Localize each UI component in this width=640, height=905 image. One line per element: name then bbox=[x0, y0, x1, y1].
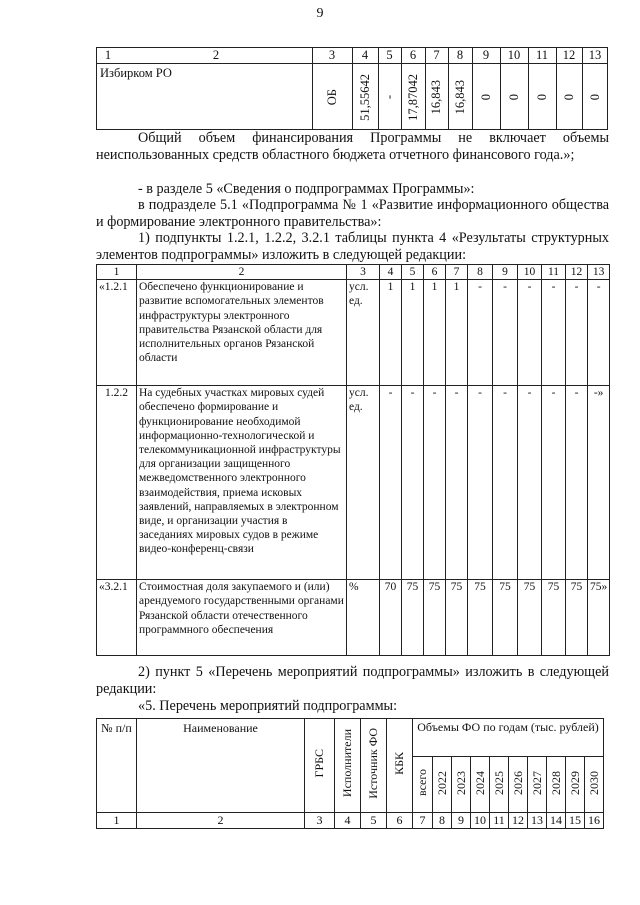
paragraph-financing-note: Общий объем финансирования Программы не включает объемы неиспользованных средств областного бюджета отчетного финансового года.»; bbox=[96, 130, 609, 163]
row-value: - bbox=[493, 386, 518, 580]
t1-value: 16,843 bbox=[452, 79, 467, 115]
row-unit: % bbox=[347, 580, 380, 656]
col-number: 11 bbox=[490, 813, 509, 829]
row-number: 1.2.2 bbox=[97, 386, 137, 580]
col-name-label: Наименование bbox=[137, 719, 305, 813]
col-number: 5 bbox=[402, 265, 424, 280]
col-year: 2023 bbox=[452, 757, 471, 813]
t1-value: 0 bbox=[534, 93, 549, 101]
col-num-label: № п/п bbox=[97, 719, 137, 813]
col-kbk: КБК bbox=[387, 719, 413, 813]
col-number: 9 bbox=[452, 813, 471, 829]
row-value: 70 bbox=[380, 580, 402, 656]
t1-value: 16,843 bbox=[429, 79, 443, 115]
table-header-row bbox=[97, 719, 604, 757]
row-name: Обеспечено функционирование и развитие вспомогательных элементов инфраструктуры электронного правительства Рязанской области для исполнительных органов Рязанской области bbox=[137, 280, 347, 386]
col-year: 2027 bbox=[528, 757, 547, 813]
col-number: 2 bbox=[137, 265, 347, 280]
col-number: 15 bbox=[566, 813, 585, 829]
row-unit: усл. ед. bbox=[347, 280, 380, 386]
t1-value: 0 bbox=[587, 93, 602, 101]
t1-head-11: 11 bbox=[535, 48, 549, 62]
paragraph-point5: 2) пункт 5 «Перечень мероприятий подпрограммы» изложить в следующей редакции: bbox=[96, 664, 609, 697]
col-year: 2030 bbox=[585, 757, 604, 813]
col-executors: Исполнители bbox=[335, 719, 361, 813]
col-source: Источник ФО bbox=[361, 719, 387, 813]
results-table bbox=[96, 264, 610, 656]
row-value: 75 bbox=[424, 580, 446, 656]
row-unit: усл. ед. bbox=[347, 386, 380, 580]
col-number: 9 bbox=[493, 265, 518, 280]
col-year: 2026 bbox=[509, 757, 528, 813]
col-number: 16 bbox=[585, 813, 604, 829]
table-row bbox=[97, 813, 604, 829]
row-value: - bbox=[424, 386, 446, 580]
t1-head-12: 12 bbox=[562, 48, 576, 62]
t1-head-9: 9 bbox=[482, 48, 490, 62]
paragraph-subpoints: 1) подпункты 1.2.1, 1.2.2, 3.2.1 таблицы пункта 4 «Результаты структурных элементов подпрограммы» изложить в следующей редакции: bbox=[96, 230, 609, 263]
row-value: - bbox=[566, 280, 588, 386]
col-year: 2024 bbox=[471, 757, 490, 813]
row-value: - bbox=[446, 386, 468, 580]
col-grbs: ГРБС bbox=[305, 719, 335, 813]
table-row bbox=[97, 580, 610, 656]
col-number: 4 bbox=[335, 813, 361, 829]
col-number: 1 bbox=[97, 265, 137, 280]
row-value: 1 bbox=[424, 280, 446, 386]
table-row bbox=[97, 386, 610, 580]
t1-value: - bbox=[382, 94, 396, 100]
row-value: 75 bbox=[566, 580, 588, 656]
row-value: 1 bbox=[402, 280, 424, 386]
row-value: 75 bbox=[446, 580, 468, 656]
col-number: 6 bbox=[424, 265, 446, 280]
row-number: «1.2.1 bbox=[97, 280, 137, 386]
col-total: всего bbox=[413, 757, 433, 813]
t1-value: 17,87042 bbox=[405, 73, 420, 121]
paragraph-subsection51: в подразделе 5.1 «Подпрограмма № 1 «Развитие информационного общества и формирование электронного правительства»: bbox=[96, 197, 609, 230]
row-value: - bbox=[518, 280, 542, 386]
col-number: 13 bbox=[588, 265, 610, 280]
col-number: 7 bbox=[413, 813, 433, 829]
col-number: 7 bbox=[446, 265, 468, 280]
paragraph-section5: - в разделе 5 «Сведения о подпрограммах Программы»: bbox=[138, 181, 475, 197]
col-number: 13 bbox=[528, 813, 547, 829]
page-number: 9 bbox=[316, 6, 324, 21]
col-year: 2029 bbox=[566, 757, 585, 813]
col-number: 8 bbox=[433, 813, 452, 829]
row-name: Стоимостная доля закупаемого и (или) арендуемого государственными органами Рязанской области отечественного программного обеспечения bbox=[137, 580, 347, 656]
activities-table bbox=[96, 718, 604, 829]
row-value: 75 bbox=[493, 580, 518, 656]
row-value: 1 bbox=[446, 280, 468, 386]
t1-head-10: 10 bbox=[507, 48, 521, 62]
col-number: 8 bbox=[468, 265, 493, 280]
table-header-row bbox=[97, 265, 610, 280]
row-value: - bbox=[542, 386, 566, 580]
col-number: 4 bbox=[380, 265, 402, 280]
table-row bbox=[97, 280, 610, 386]
col-number: 12 bbox=[509, 813, 528, 829]
row-value: 1 bbox=[380, 280, 402, 386]
t1-head-5: 5 bbox=[386, 48, 393, 62]
t1-head-13: 13 bbox=[588, 48, 602, 62]
t1-head-8: 8 bbox=[456, 48, 464, 62]
col-number: 12 bbox=[566, 265, 588, 280]
t1-value: 0 bbox=[478, 93, 493, 101]
col-number: 1 bbox=[97, 813, 137, 829]
t1-head-3: 3 bbox=[328, 48, 336, 62]
col-number: 14 bbox=[547, 813, 566, 829]
col-number: 10 bbox=[471, 813, 490, 829]
row-value: 75 bbox=[402, 580, 424, 656]
col-year: 2028 bbox=[547, 757, 566, 813]
col-number: 3 bbox=[305, 813, 335, 829]
row-value: 75 bbox=[518, 580, 542, 656]
row-value: - bbox=[493, 280, 518, 386]
t1-value: 0 bbox=[561, 93, 576, 101]
col-volumes: Объемы ФО по годам (тыс. рублей) bbox=[413, 719, 604, 757]
row-value: - bbox=[468, 280, 493, 386]
t1-value: 0 bbox=[506, 93, 521, 101]
col-number: 2 bbox=[137, 813, 305, 829]
col-year: 2025 bbox=[490, 757, 509, 813]
row-value: - bbox=[542, 280, 566, 386]
t1-head-4: 4 bbox=[361, 48, 369, 62]
row-value: 75» bbox=[588, 580, 610, 656]
row-number: «3.2.1 bbox=[97, 580, 137, 656]
row-value: 75 bbox=[468, 580, 493, 656]
row-value: - bbox=[468, 386, 493, 580]
row-value: - bbox=[566, 386, 588, 580]
paragraph-list-title: «5. Перечень мероприятий подпрограммы: bbox=[138, 698, 398, 714]
t1-head-1: 1 bbox=[104, 48, 112, 62]
row-value: -» bbox=[588, 386, 610, 580]
t1-source: ОБ bbox=[324, 88, 339, 106]
row-value: 75 bbox=[542, 580, 566, 656]
col-number: 10 bbox=[518, 265, 542, 280]
t1-org-name: Избирком РО bbox=[100, 66, 172, 80]
t1-value: 51,55642 bbox=[357, 73, 372, 121]
col-number: 11 bbox=[542, 265, 566, 280]
t1-head-7: 7 bbox=[433, 48, 440, 62]
row-value: - bbox=[518, 386, 542, 580]
row-name: На судебных участках мировых судей обеспечено формирование и функционирование необходимой информационно-технологической и телекоммуникационной инфраструктуры для организации защищенного межведомственного электронного взаимодействия, приема исковых заявлений, направляемых в электронном виде, и организации участия в заседаниях мировых судов в режиме видео-конференц-связи bbox=[137, 386, 347, 580]
row-value: - bbox=[588, 280, 610, 386]
t1-head-2: 2 bbox=[212, 48, 220, 62]
t1-head-6: 6 bbox=[409, 48, 417, 62]
col-number: 3 bbox=[347, 265, 380, 280]
row-value: - bbox=[402, 386, 424, 580]
col-number: 6 bbox=[387, 813, 413, 829]
col-year: 2022 bbox=[433, 757, 452, 813]
row-value: - bbox=[380, 386, 402, 580]
col-number: 5 bbox=[361, 813, 387, 829]
